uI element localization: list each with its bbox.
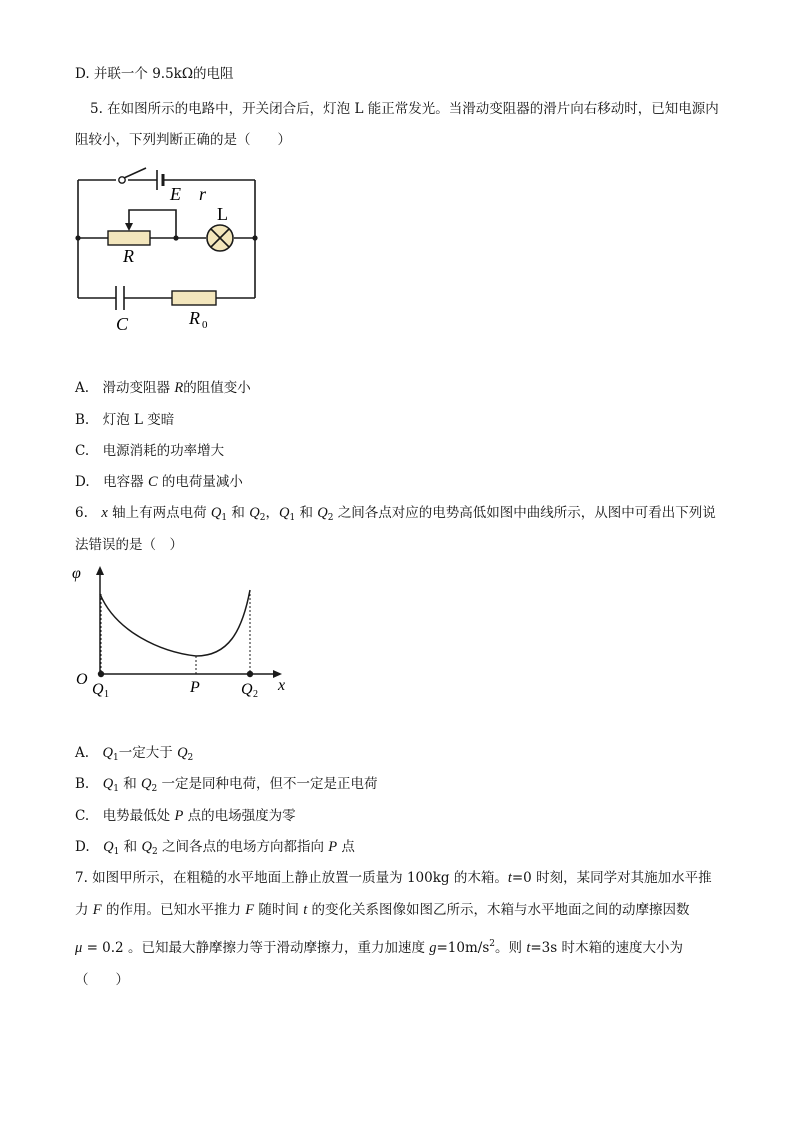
q6-option-d: D. $Q_1$ 和 $Q_2$ 之间各点的电场方向都指向 P 点: [75, 839, 355, 857]
label-R: R: [123, 246, 134, 266]
q5-option-a: A. 滑动变阻器 R的阻值变小: [75, 380, 251, 396]
charge-Q1-dot: [98, 671, 104, 677]
label-R0: R: [189, 308, 200, 328]
phi-axis-arrow-icon: [96, 566, 104, 575]
switch-contact: [119, 177, 125, 183]
label-Q1: Q: [92, 681, 104, 698]
q4-option-d: D. 并联一个 9.5kΩ的电阻: [75, 66, 234, 82]
q7-line2: 力 F 的作用。已知水平推力 F 随时间 t 的变化关系图像如图乙所示，木箱与水平地面之间的动摩擦因数: [75, 902, 690, 918]
q6-potential-graph: [66, 560, 296, 700]
junction-mid: [173, 235, 178, 240]
q6-option-c: C. 电势最低处 P 点的电场强度为零: [75, 808, 296, 824]
q7-line3: μ = 0.2 。已知最大静摩擦力等于滑动摩擦力，重力加速度 $g=10m/s^2$。则 t=3s 时木箱的速度大小为: [75, 939, 683, 956]
q5-circuit-diagram: [66, 158, 276, 338]
label-P: P: [190, 679, 200, 696]
label-O: O: [76, 671, 88, 688]
q5-stem-line2: 阻较小，下列判断正确的是（ ）: [75, 132, 291, 148]
label-R0-subscript: 0: [202, 319, 208, 331]
label-C: C: [116, 314, 129, 334]
label-Q1-subscript: 1: [104, 689, 109, 700]
label-E: E: [170, 184, 181, 204]
label-x: x: [278, 677, 286, 694]
junction-right: [252, 235, 257, 240]
q6-option-a: A. $Q_1$一定大于 $Q_2$: [75, 745, 194, 763]
q7-line1: 7. 如图甲所示，在粗糙的水平地面上静止放置一质量为 100kg 的木箱。t=0 时刻，某同学对其施加水平推: [75, 870, 712, 886]
charge-Q2-dot: [247, 671, 253, 677]
q5-option-b: B. 灯泡 L 变暗: [75, 412, 175, 428]
q6-stem-line1: 6. x 轴上有两点电荷 $Q_1$ 和 $Q_2$，$Q_1$ 和 $Q_2$ 之间各点对应的电势高低如图中曲线所示，从图中可看出下列说: [75, 505, 716, 523]
label-r: r: [199, 184, 207, 204]
slider-arrow-icon: [125, 223, 133, 231]
rheostat-R: [108, 231, 150, 245]
lamp-L: [207, 225, 233, 251]
potential-curve: [100, 590, 250, 656]
q6-option-b: B. $Q_1$ 和 $Q_2$ 一定是同种电荷，但不一定是正电荷: [75, 776, 378, 794]
switch-lever: [124, 168, 146, 178]
label-phi: φ: [72, 565, 81, 582]
q5-stem-line1: 5. 在如图所示的电路中，开关闭合后，灯泡 L 能正常发光。当滑动变阻器的滑片向右移动时，已知电源内: [90, 101, 719, 117]
resistor-R0: [172, 291, 216, 305]
junction-left: [75, 235, 80, 240]
q7-line4: （ ）: [75, 972, 129, 988]
q5-option-c: C. 电源消耗的功率增大: [75, 443, 225, 459]
label-Q2-subscript: 2: [253, 689, 258, 700]
label-Q2: Q: [241, 681, 253, 698]
q5-option-d: D. 电容器 C 的电荷量减小: [75, 474, 243, 490]
q6-stem-line2: 法错误的是（ ）: [75, 537, 183, 553]
label-L: L: [217, 204, 228, 224]
